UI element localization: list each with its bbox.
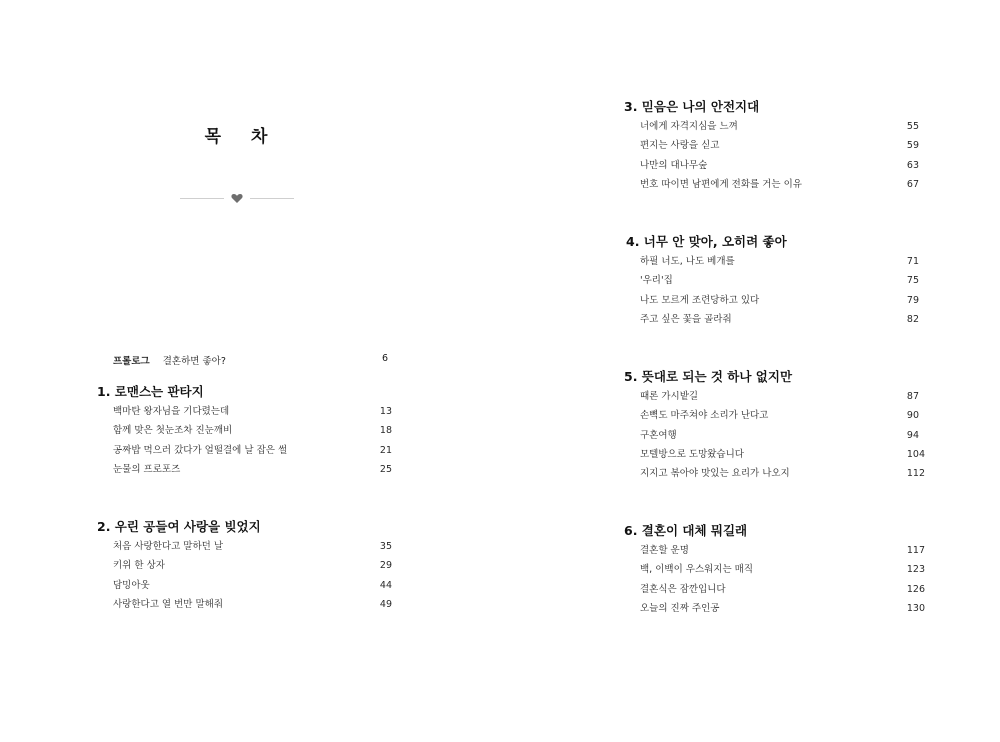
toc-entry[interactable] [624,464,925,483]
entry-page: 104 [906,448,925,460]
toc-entry[interactable] [97,460,392,479]
entry-page: 87 [906,391,919,402]
entry-page: 82 [906,313,919,325]
entry-page: 55 [906,121,919,132]
heart-icon [231,190,243,206]
entry-title: 사랑한다고 열 번만 말해줘 [113,598,224,610]
entry-title: 키위 한 상자 [113,560,165,572]
entry-title: 편지는 사랑을 싣고 [640,140,720,152]
entry-page: 59 [906,140,919,152]
entry-title: 백, 이백이 우스워지는 매직 [640,564,754,576]
toc-entry[interactable] [626,252,919,271]
entry-title: 백마탄 왕자님을 기다렸는데 [113,406,230,417]
toc-entry[interactable] [624,387,925,406]
entry-title: 때론 가시밭길 [640,391,699,402]
entry-title: 나만의 대나무숲 [640,159,708,171]
toc-entry[interactable] [624,117,919,136]
divider-line-right [250,198,294,199]
prologue-page: 6 [381,353,388,364]
toc-entry[interactable] [624,406,925,425]
entry-page: 117 [906,545,925,556]
toc-entry[interactable] [624,445,925,464]
entry-title: 오늘의 진짜 주인공 [640,602,720,614]
entry-page: 49 [379,598,392,610]
entry-title: 하필 너도, 나도 베개를 [640,256,735,267]
toc-entry[interactable] [97,595,392,614]
toc-entry[interactable] [97,441,392,460]
toc-entry[interactable] [624,541,925,560]
toc-entry[interactable] [626,310,919,329]
entry-page: 13 [379,406,392,417]
entry-title: 구혼여행 [640,429,677,441]
entry-page: 29 [379,560,392,572]
toc-entry[interactable] [626,271,919,290]
chapter-heading: 4. 너무 안 맞아, 오히려 좋아 [626,234,787,249]
toc-entry[interactable] [624,560,925,579]
entry-title: 나도 모르게 조련당하고 있다 [640,294,760,306]
entry-page: 67 [906,178,919,190]
toc-entry[interactable] [626,291,919,310]
chapter-5 [624,367,925,483]
toc-entry[interactable] [97,402,392,421]
entry-page: 75 [906,275,919,287]
entry-page: 123 [906,564,925,576]
entry-title: 눈물의 프로포즈 [113,463,181,475]
entry-title: 지지고 볶아야 맛있는 요리가 나오지 [640,468,790,480]
entry-page: 130 [906,602,925,614]
toc-entry[interactable] [624,599,925,618]
entry-page: 79 [906,294,919,306]
chapter-2 [97,517,392,614]
heart-divider [180,190,294,206]
toc-entry[interactable] [624,156,919,175]
entry-page: 44 [379,579,392,591]
divider-line-left [180,198,224,199]
entry-page: 90 [906,410,919,422]
entry-title: 결혼식은 잠깐입니다 [640,583,726,595]
toc-entry[interactable] [97,576,392,595]
entry-page: 63 [906,159,919,171]
prologue-entry[interactable] [113,353,388,369]
entry-title: 공짜밥 먹으러 갔다가 얼떨결에 날 잡은 썰 [113,444,288,456]
entry-title: 손뼉도 마주쳐야 소리가 난다고 [640,410,769,422]
entry-page: 21 [379,444,392,456]
entry-page: 71 [906,256,919,267]
entry-title: 주고 싶은 꽃을 골라줘 [640,313,732,325]
toc-entry[interactable] [624,175,919,194]
entry-title: 처음 사랑한다고 말하던 날 [113,541,224,552]
entry-title: 너에게 자격지심을 느껴 [640,121,738,132]
entry-title: '우리'집 [640,275,673,287]
toc-entry[interactable] [624,136,919,155]
entry-page: 126 [906,583,925,595]
entry-page: 18 [379,425,392,437]
prologue-title: 결혼하면 좋아? [162,356,226,367]
chapter-4 [626,232,919,329]
prologue-label: 프롤로그 [113,356,150,367]
toc-entry[interactable] [97,556,392,575]
toc-entry[interactable] [97,421,392,440]
chapter-heading: 5. 뜻대로 되는 것 하나 없지만 [624,369,793,384]
entry-title: 결혼할 운명 [640,545,689,556]
toc-entry[interactable] [624,426,925,445]
chapter-heading: 1. 로맨스는 판타지 [97,384,204,399]
entry-title: 함께 맞은 첫눈조차 진눈깨비 [113,425,233,437]
entry-title: 번호 따이면 남편에게 전화를 거는 이유 [640,178,802,190]
toc-entry[interactable] [97,537,392,556]
entry-page: 35 [379,541,392,552]
toc-entry[interactable] [624,580,925,599]
entry-page: 112 [906,468,925,480]
toc-title: 목 차 [204,127,280,147]
entry-page: 25 [379,463,392,475]
entry-page: 94 [906,429,919,441]
entry-title: 모텔방으로 도망왔습니다 [640,448,744,460]
chapter-6 [624,521,925,618]
chapter-heading: 3. 믿음은 나의 안전지대 [624,99,760,114]
chapter-3 [624,97,919,194]
chapter-heading: 6. 결혼이 대체 뭐길래 [624,523,748,538]
entry-title: 담밍아웃 [113,579,150,591]
chapter-1 [97,382,392,479]
chapter-heading: 2. 우린 공들여 사랑을 빚었지 [97,519,261,534]
